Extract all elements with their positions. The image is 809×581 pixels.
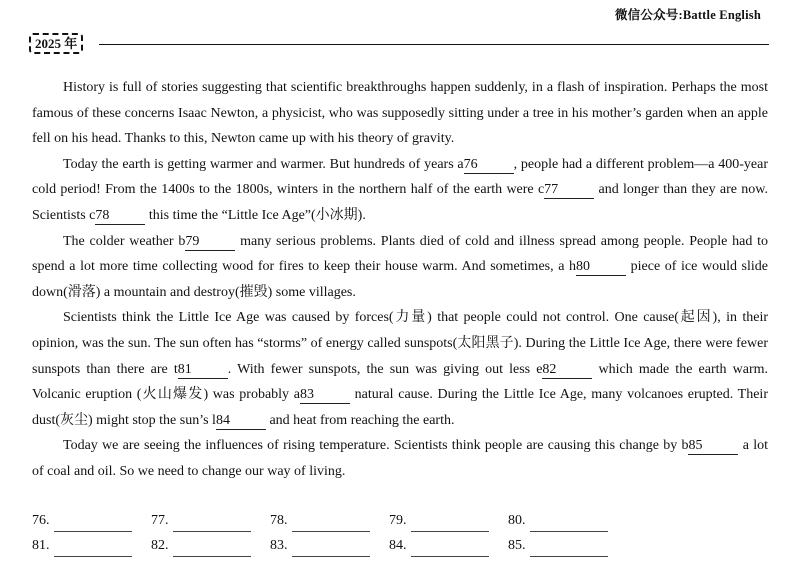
passage-text-segment: this time the “Little Ice Age”(小冰期). <box>145 207 366 223</box>
header-watermark: 微信公众号:Battle English <box>614 8 761 22</box>
passage-paragraph <box>32 229 768 306</box>
answer-item <box>270 532 389 557</box>
passage-blank-85: 85 <box>688 438 738 455</box>
answer-number: 76. <box>32 513 50 528</box>
answer-line[interactable] <box>292 541 370 557</box>
answer-number: 78. <box>270 513 288 528</box>
answer-item <box>508 532 627 557</box>
passage-paragraph <box>32 305 768 433</box>
passage-blank-77: 77 <box>544 182 594 199</box>
passage-blank-82: 82 <box>542 362 592 379</box>
passage-text-segment: many serious problems. Plants died of cold and illness spread among people. People had to spend a lot more time collecting wood for fires to keep their house warm. And sometimes, a h <box>32 233 768 275</box>
passage-blank-84: 84 <box>216 413 266 430</box>
answer-number: 84. <box>389 538 407 553</box>
passage-blank-81: 81 <box>178 362 228 379</box>
answer-line[interactable] <box>530 541 608 557</box>
answer-item <box>270 507 389 532</box>
year-label: 2025 年 <box>29 33 83 54</box>
passage-text-segment: Today the earth is getting warmer and warmer. But hundreds of years a <box>63 156 464 172</box>
passage-text-segment: and heat from reaching the earth. <box>265 412 455 428</box>
passage-text-segment: and longer than they are now. Scientists c <box>32 182 769 223</box>
passage-paragraph <box>32 152 768 229</box>
passage-blank-76: 76 <box>464 157 514 174</box>
answer-item <box>32 507 151 532</box>
answer-line[interactable] <box>173 516 251 532</box>
answer-line[interactable] <box>173 541 251 557</box>
passage-text-segment: . With fewer sunspots, the sun was giving out less e <box>227 361 543 377</box>
passage-text <box>32 75 768 485</box>
answer-number: 77. <box>151 513 169 528</box>
answer-number: 83. <box>270 538 288 553</box>
passage-paragraph <box>32 433 768 484</box>
answer-item <box>389 507 508 532</box>
passage-text-segment: natural cause. During the Little Ice Age, many volcanoes erupted. Their dust(灰尘) might stop the sun’s l <box>32 387 768 428</box>
passage-text-segment: History is full of stories suggesting that scientific breakthroughs happen suddenly, in a flash of inspiration. Perhaps the most famous of these concerns Isaac Newton, a physicist, who was supposedly sitting under a tree in his mother’s garden when an apple fell on his head. Thanks to this, Newton came up with his theory of gravity. <box>32 80 768 147</box>
answer-number: 79. <box>389 513 407 528</box>
answer-item <box>151 507 270 532</box>
passage-text-segment: Today we are seeing the influences of rising temperature. Scientists think people are causing this change by b <box>63 438 689 454</box>
answer-row <box>32 532 627 557</box>
answer-item <box>32 532 151 557</box>
answer-sheet <box>32 507 627 557</box>
answer-line[interactable] <box>54 516 132 532</box>
answer-number: 81. <box>32 538 50 553</box>
header-divider <box>99 44 769 45</box>
passage-text-segment: a lot of coal and oil. So we need to change our way of living. <box>32 438 768 479</box>
answer-row <box>32 507 627 532</box>
passage-blank-83: 83 <box>300 387 350 404</box>
passage-blank-79: 79 <box>185 234 235 251</box>
passage-text-segment: Scientists think the Little Ice Age was caused by forces(力量) that people could not control. One cause(起因), in their opinion, was the sun. The sun often has “storms” of energy called sunspots(太阳黑子). During the Little Ice Age, there were fewer sunspots than there are t <box>32 310 768 377</box>
answer-number: 80. <box>508 513 526 528</box>
answer-number: 85. <box>508 538 526 553</box>
answer-line[interactable] <box>292 516 370 532</box>
answer-number: 82. <box>151 538 169 553</box>
passage-text-segment: piece of ice would slide down(滑落) a mountain and destroy(摧毁) some villages. <box>32 259 769 300</box>
passage-paragraph <box>32 75 768 152</box>
answer-item <box>508 507 627 532</box>
passage-text-segment: , people had a different problem—a 400-year cold period! From the 1400s to the 1800s, winters in the northern half of the earth were c <box>32 156 768 198</box>
answer-line[interactable] <box>411 516 489 532</box>
passage-blank-78: 78 <box>95 208 145 225</box>
answer-item <box>151 532 270 557</box>
answer-line[interactable] <box>411 541 489 557</box>
answer-line[interactable] <box>530 516 608 532</box>
answer-line[interactable] <box>54 541 132 557</box>
passage-text-segment: The colder weather b <box>63 233 186 249</box>
passage-blank-80: 80 <box>576 259 626 276</box>
answer-item <box>389 532 508 557</box>
passage-text-segment: which made the earth warm. Volcanic eruption (火山爆发) was probably a <box>32 361 768 403</box>
